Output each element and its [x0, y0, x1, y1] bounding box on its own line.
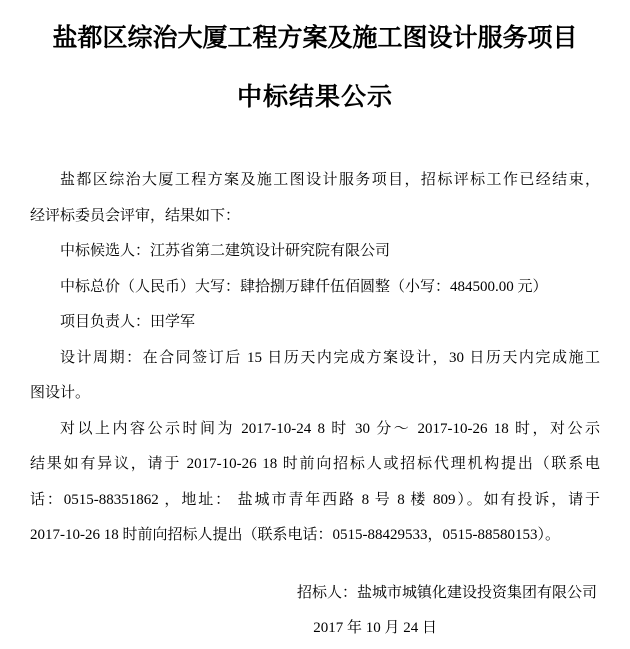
body-line-schedule: 设计周期：在合同签订后 15 日历天内完成方案设计，30 日历天内完成施工 — [60, 349, 600, 366]
body-line: 盐都区综治大厦工程方案及施工图设计服务项目，招标评标工作已经结束， — [60, 172, 600, 188]
body-line-winner: 中标候选人：江苏省第二建筑设计研究院有限公司 — [60, 243, 391, 259]
body-line-price: 中标总价（人民币）大写：肆拾捌万肆仟伍佰圆整（小写：484500.00 元） — [60, 278, 548, 295]
body-line-publicity: 对以上内容公示时间为 2017-10-24 8 时 30 分～ 2017-10-26 18 时，对公示 — [60, 420, 600, 437]
document-date: 2017 年 10 月 24 日 — [313, 620, 437, 636]
body-line: 经评标委员会评审，结果如下： — [30, 207, 241, 224]
document-body — [30, 163, 600, 554]
document-title-line1: 盐都区综治大厦工程方案及施工图设计服务项目 — [52, 25, 578, 52]
bidder-signature: 招标人：盐城市城镇化建设投资集团有限公司 — [296, 584, 597, 601]
body-line-manager: 项目负责人：田学军 — [60, 314, 196, 330]
body-line-complaint: 2017-10-26 18 时前向招标人提出（联系电话：0515-88429533，0515-88580153）。 — [30, 527, 560, 543]
body-line-contact: 话：0515-88351862 ，地址： 盐城市青年西路 8 号 8 楼 809）。如有投诉，请于 — [30, 491, 600, 508]
body-line: 结果如有异议，请于 2017-10-26 18 时前向招标人或招标代理机构提出（联系电 — [30, 456, 600, 472]
document-title-line2: 中标结果公示 — [236, 84, 393, 111]
body-line: 图设计。 — [30, 385, 91, 401]
